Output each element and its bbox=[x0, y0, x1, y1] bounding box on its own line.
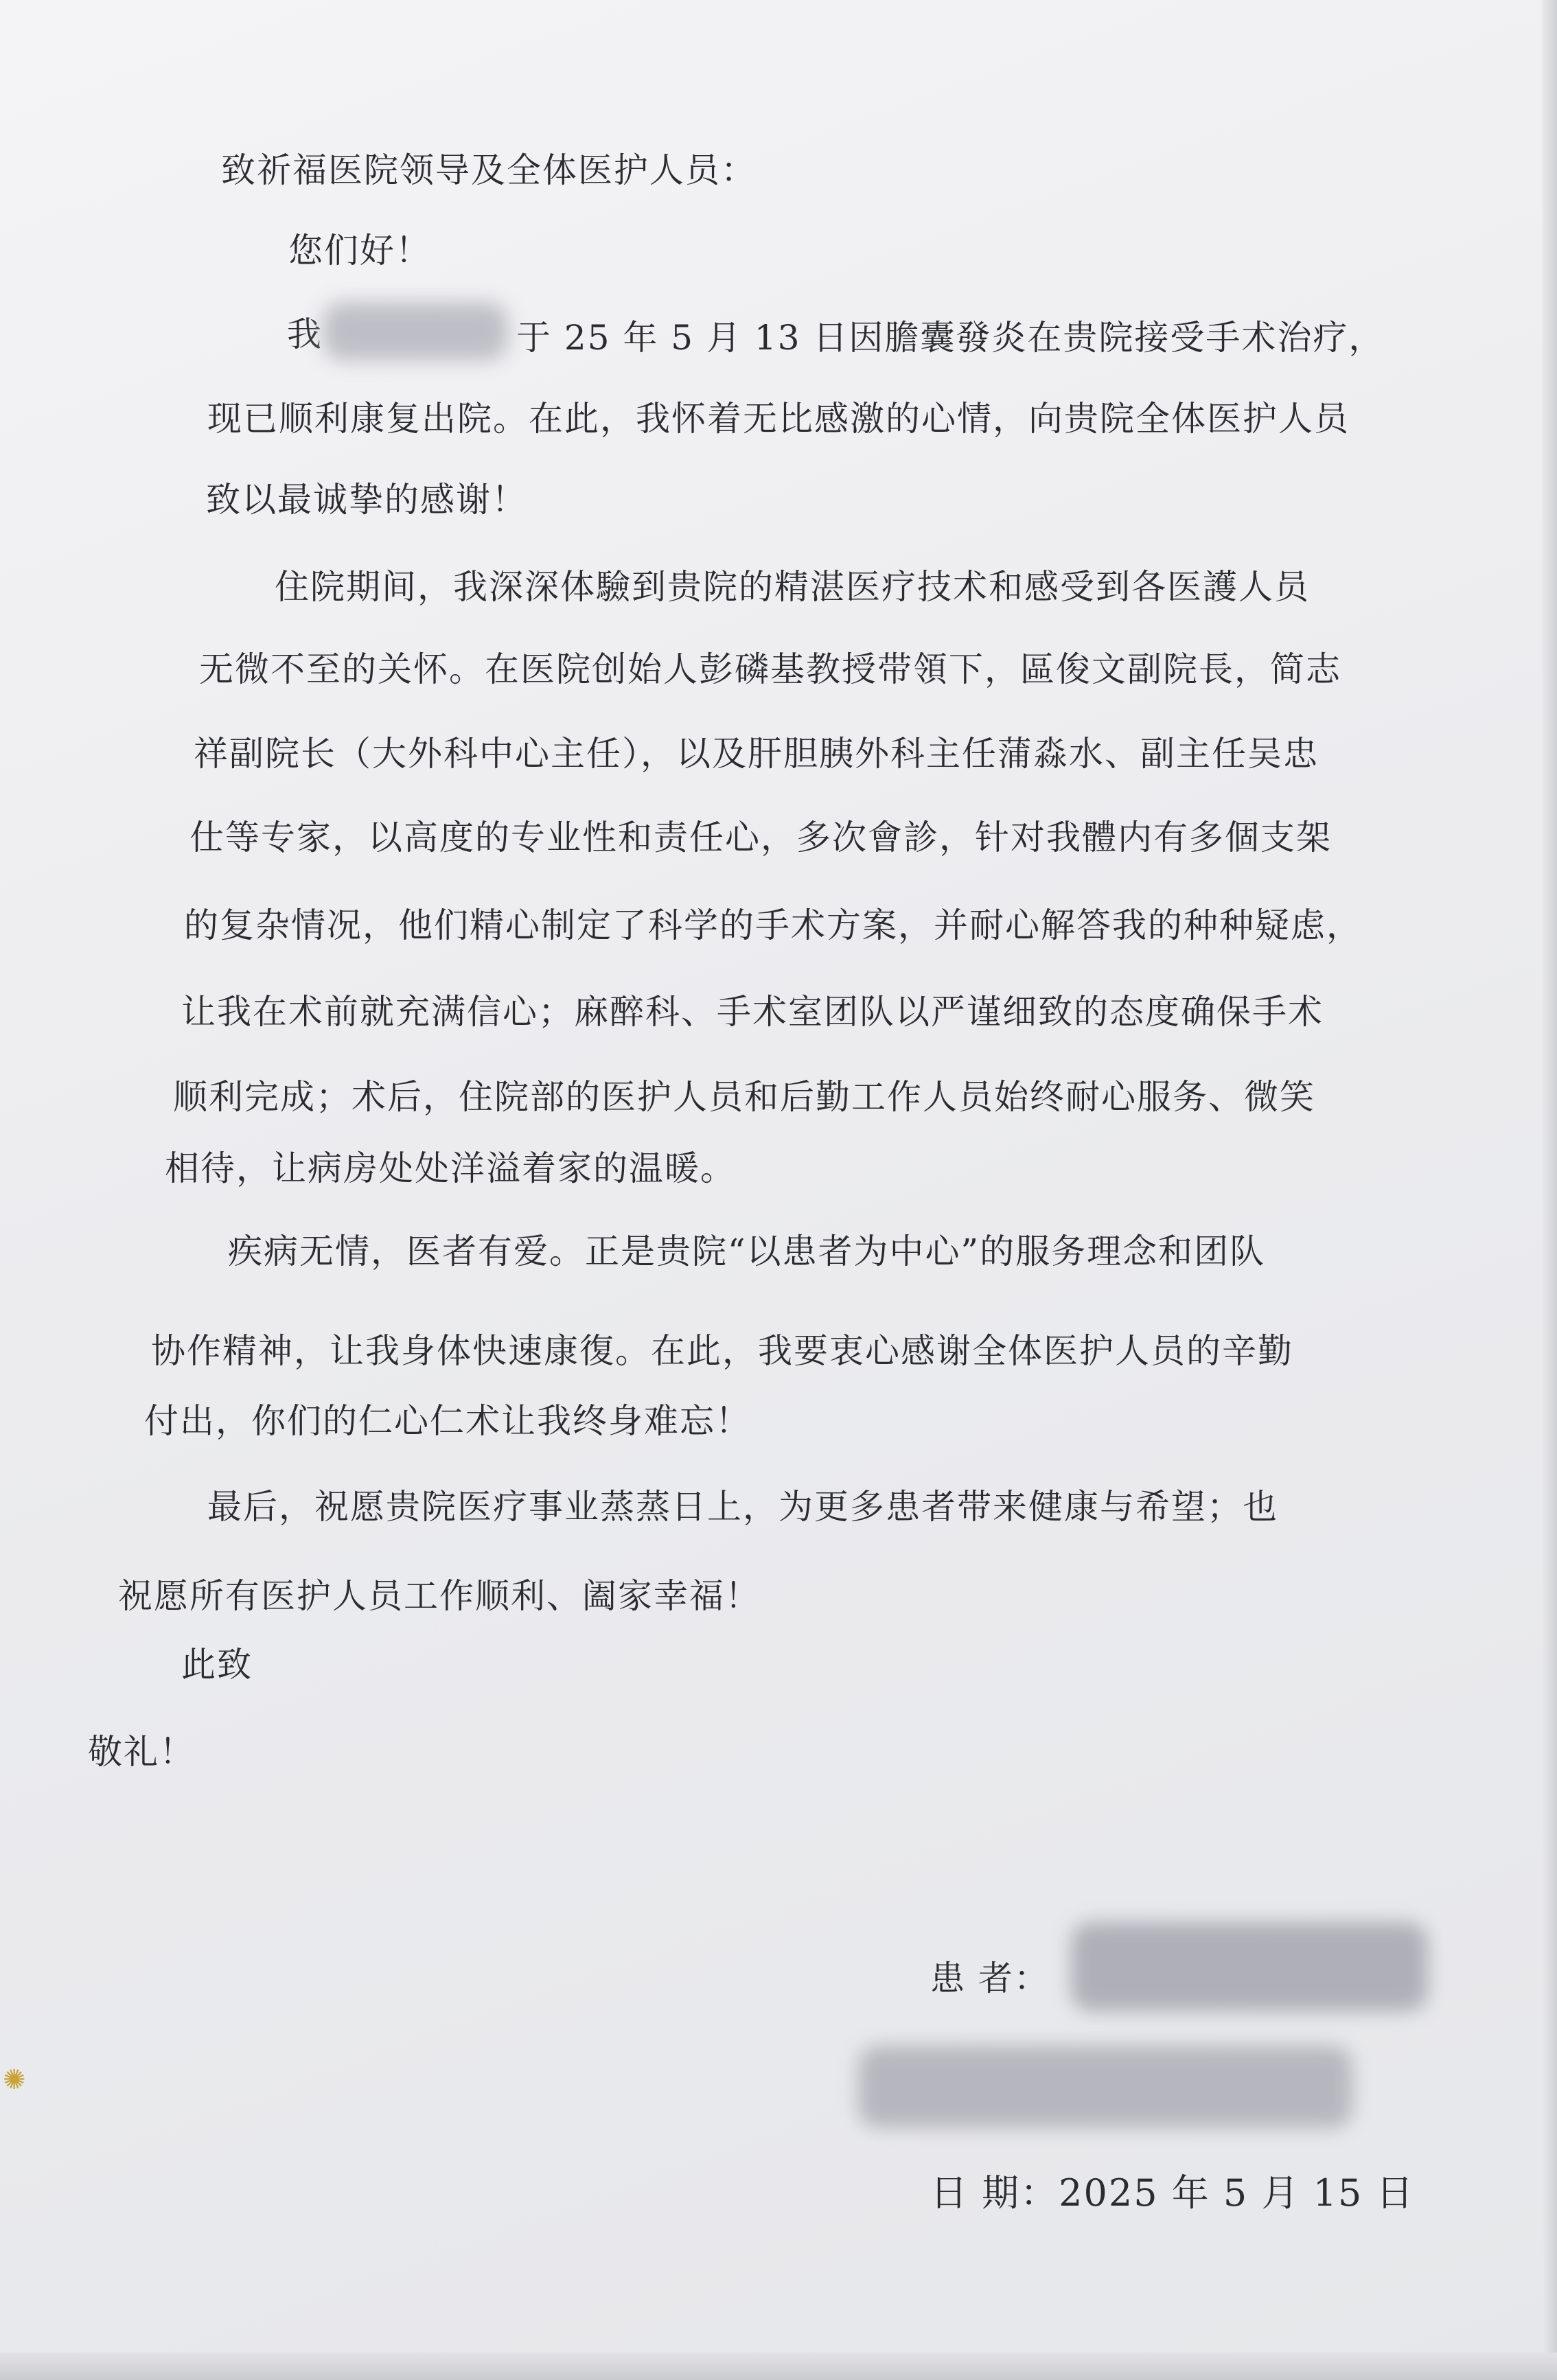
paragraph3-line1: 疾病无情，医者有爱。正是贵院“以患者为中心”的服务理念和团队 bbox=[228, 1232, 1266, 1271]
gold-emblem-mark: ✺ bbox=[3, 2064, 26, 2096]
salutation: 致祈福医院领导及全体医护人员： bbox=[221, 150, 757, 190]
paragraph2-line5: 的复杂情况，他们精心制定了科学的手术方案，并耐心解答我的种种疑虑， bbox=[184, 905, 1362, 945]
paper-edge-right bbox=[1542, 0, 1557, 2380]
greeting: 您们好！ bbox=[288, 231, 431, 270]
redacted-patient-name bbox=[323, 302, 508, 360]
date-line: 日 期：2025 年 5 月 15 日 bbox=[930, 2171, 1415, 2215]
paragraph2-line1: 住院期间，我深深体驗到贵院的精湛医疗技术和感受到各医護人员 bbox=[275, 567, 1310, 607]
paragraph1-line1: 于 25 年 5 月 13 日因膽囊發炎在贵院接受手术治疗， bbox=[516, 318, 1385, 358]
paragraph2-line8: 相待，让病房处处洋溢着家的温暖。 bbox=[165, 1148, 736, 1188]
paragraph1-line3: 致以最诚挚的感谢！ bbox=[206, 480, 527, 520]
paragraph1-line1-start: 我 bbox=[287, 314, 323, 354]
paragraph2-line3: 祥副院长（大外科中心主任），以及肝胆胰外科主任蒲淼水、副主任吴忠 bbox=[194, 734, 1319, 774]
patient-label: 患 者： bbox=[930, 1959, 1050, 1998]
redacted-patient-signature bbox=[1071, 1922, 1428, 2011]
paragraph2-line7: 顺利完成；术后，住院部的医护人员和后勤工作人员始终耐心服务、微笑 bbox=[173, 1077, 1315, 1117]
paragraph1-line2: 现已顺利康复出院。在此，我怀着无比感激的心情，向贵院全体医护人员 bbox=[207, 399, 1350, 439]
paragraph3-line2: 协作精神，让我身体快速康復。在此，我要衷心感谢全体医护人员的辛勤 bbox=[151, 1331, 1293, 1371]
paragraph2-line6: 让我在术前就充满信心；麻醉科、手术室团队以严谨细致的态度确保手术 bbox=[181, 992, 1324, 1032]
closing-ci-zhi: 此致 bbox=[181, 1645, 253, 1685]
redacted-patient-details bbox=[858, 2046, 1352, 2128]
paragraph2-line2: 无微不至的关怀。在医院创始人彭磷基教授带領下，區俊文副院長，简志 bbox=[199, 649, 1341, 689]
closing-jing-li: 敬礼！ bbox=[88, 1732, 195, 1772]
paragraph4-line2: 祝愿所有医护人员工作顺利、阖家幸福！ bbox=[118, 1576, 761, 1616]
paragraph3-line3: 付出，你们的仁心仁术让我终身难忘！ bbox=[144, 1401, 751, 1441]
paragraph2-line4: 仕等专家，以高度的专业性和责任心，多次會診，针对我體内有多個支架 bbox=[189, 818, 1332, 857]
paragraph4-line1: 最后，祝愿贵院医疗事业蒸蒸日上，为更多患者带来健康与希望；也 bbox=[207, 1487, 1278, 1527]
paper-edge-bottom bbox=[0, 2353, 1557, 2380]
